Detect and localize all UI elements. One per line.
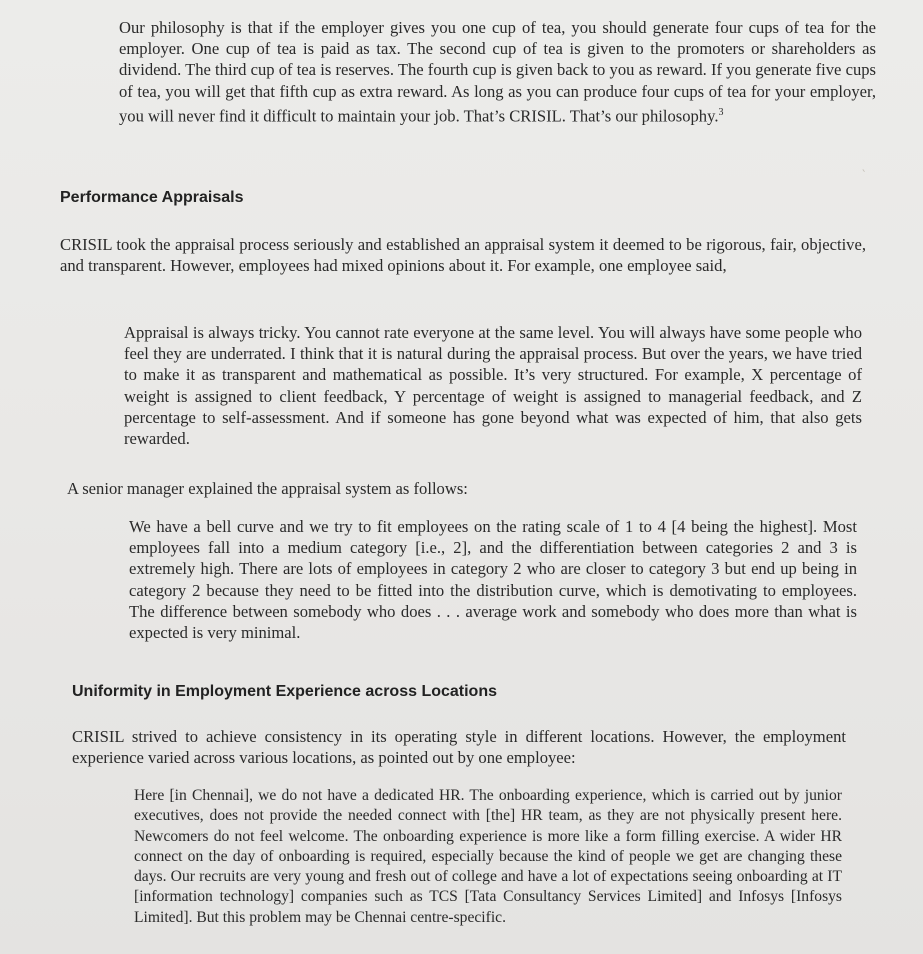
intro-quote-text: Our philosophy is that if the employer gives you one cup of tea, you should generate four cups of tea for the employer. One cup of tea is paid as tax. The second cup of tea is given to the promoters or shareholders as dividend. The third cup of tea is reserves. The fourth cup is given back to you as reward. If you generate five cups of tea, you will get that fifth cup as extra reward. As long as you can produce four cups of tea for your employer, you will never find it difficult to maintain your job. That’s CRISIL. That’s our philosophy. xyxy=(119,18,876,126)
paragraph xyxy=(60,234,866,276)
intro-quote xyxy=(119,17,876,127)
block-quote xyxy=(124,322,862,449)
footnote-marker: 3 xyxy=(718,106,724,118)
paragraph-text: CRISIL strived to achieve consistency in its operating style in different locations. However, the employment experience varied across various locations, as pointed out by one employee: xyxy=(72,727,846,768)
paragraph-text: CRISIL took the appraisal process seriously and established an appraisal system it deemed to be rigorous, fair, objective, and transparent. However, employees had mixed opinions about it. For example, one employee said, xyxy=(60,235,866,276)
block-quote-text: We have a bell curve and we try to fit employees on the rating scale of 1 to 4 [4 being the highest]. Most employees fall into a medium category [i.e., 2], and the differentiation between categories 2 and 3 is extremely high. There are lots of employees in category 2 who are closer to category 3 but end up being in category 2 because they need to be fitted into the distribution curve, which is demotivating to employees. The difference between somebody who does . . . average work and somebody who does more than what is expected is very minimal. xyxy=(129,517,857,643)
paragraph-text: A senior manager explained the appraisal system as follows: xyxy=(67,479,468,498)
block-quote xyxy=(129,516,857,643)
smudge-mark: ‵ xyxy=(862,168,866,184)
block-quote-text: Here [in Chennai], we do not have a dedicated HR. The onboarding experience, which is carried out by junior executives, does not provide the needed connect with [the] HR team, as they are not physically present here. Newcomers do not feel welcome. The onboarding experience is more like a form filling exercise. A wider HR connect on the day of onboarding is required, especially because the kind of people we get are changing these days. Our recruits are very young and fresh out of college and have a lot of expectations seeing onboarding at IT [information technology] companies such as TCS [Tata Consultancy Services Limited] and Infosys [Infosys Limited]. But this problem may be Chennai centre-specific. xyxy=(134,787,842,926)
heading-uniformity: Uniformity in Employment Experience across Locations xyxy=(72,683,497,700)
paragraph xyxy=(67,478,667,499)
heading-performance-appraisals: Performance Appraisals xyxy=(60,189,244,206)
block-quote xyxy=(134,786,842,928)
paragraph xyxy=(72,726,846,768)
block-quote-text: Appraisal is always tricky. You cannot rate everyone at the same level. You will always have some people who feel they are underrated. I think that it is natural during the appraisal process. But over the years, we have tried to make it as transparent and mathematical as possible. It’s very structured. For example, X percentage of weight is assigned to client feedback, Y percentage of weight is assigned to managerial feedback, and Z percentage to self-assessment. And if someone has gone beyond what was expected of him, that also gets rewarded. xyxy=(124,323,862,449)
